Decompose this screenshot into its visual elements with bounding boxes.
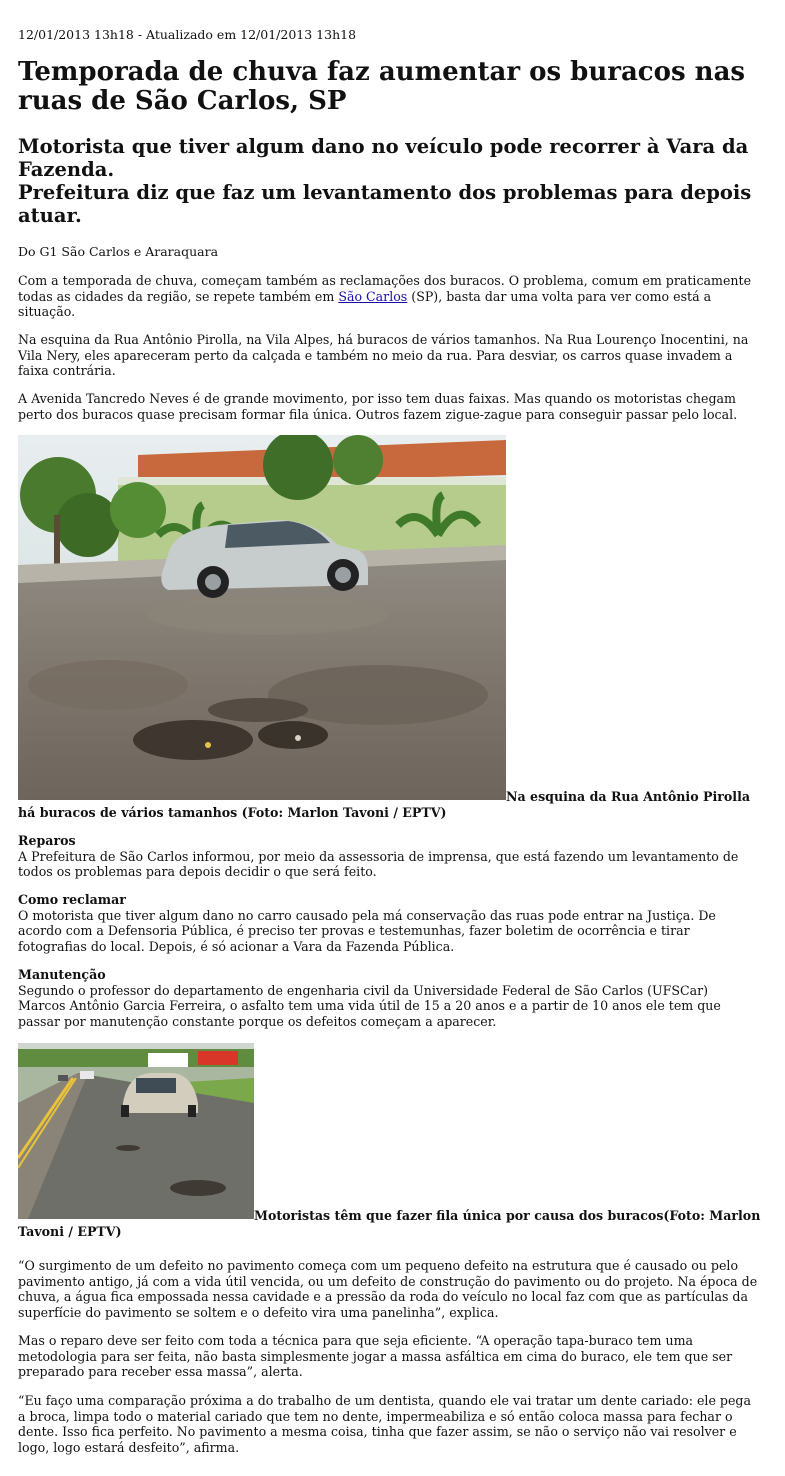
paragraph-1-text: Com a temporada de chuva, começam também as reclamações dos buracos. O problema, comum em praticamente todas as cidades da região, se repete também em xyxy=(18,273,752,304)
paragraph-2: Na esquina da Rua Antônio Pirolla, na Vila Alpes, há buracos de vários tamanhos. Na Rua Lourenço Inocentini, na Vila Nery, eles apareceram perto da calçada e também no meio da rua. Para desviar, os carros quase invadem a faixa contrária. xyxy=(18,332,749,379)
paragraph-3: A Avenida Tancredo Neves é de grande movimento, por isso tem duas faixas. Mas quando os motoristas chegam perto dos buracos quase precisam formar fila única. Outros fazem zigue-zague para conseguir passar pelo local. xyxy=(18,391,738,422)
reparos-heading: Reparos xyxy=(18,833,76,848)
paragraph-6: “Eu faço uma comparação próxima a do trabalho de um dentista, quando ele vai tratar um dente cariado: ele pega a broca, limpa todo o material cariado que tem no dente, impermeabiliza e só então coloca massa para fechar o dente. Isso fica perfeito. No pavimento a mesma coisa, tinha que fazer assim, se não o serviço não vai resolver e logo, logo estará desfeito”, afirma. xyxy=(18,1393,751,1456)
reclamar-text: O motorista que tiver algum dano no carro causado pela má conservação das ruas pode entrar na Justiça. De acordo com a Defensoria Pública, é preciso ter provas e testemunhas, fazer boletim de ocorrência e tirar fotografias do local. Depois, é só acionar a Vara da Fazenda Pública. xyxy=(18,907,716,955)
photo-2-caption xyxy=(18,1208,768,1239)
street-pothole-photo xyxy=(18,435,506,800)
sao-carlos-link[interactable]: São Carlos xyxy=(338,288,408,304)
subtitle-line-2: Prefeitura diz que faz um levantamento dos problemas para depois atuar. xyxy=(18,181,752,227)
dateline: 12/01/2013 13h18 - Atualizado em 12/01/2013 13h18 xyxy=(18,27,357,42)
paragraph-4: “O surgimento de um defeito no pavimento começa com um pequeno defeito na estrutura que é causado ou pelo pavimento antigo, já com a vida útil vencida, ou um defeito de construção do pavimento ou do projeto. Na época de chuva, a água fica empossada nessa cavidade e a pressão da roda do veículo no local faz com que as partículas da superfície do pavimento se soltem e o defeito vira uma panelinha”, explica. xyxy=(18,1258,758,1321)
subtitle-line-1: Motorista que tiver algum dano no veículo pode recorrer à Vara da Fazenda. xyxy=(18,135,749,181)
article-subtitle xyxy=(18,135,758,227)
manutencao-heading: Manutenção xyxy=(18,967,106,982)
section-como-reclamar xyxy=(18,892,758,955)
manutencao-text: Segundo o professor do departamento de engenharia civil da Universidade Federal de São Carlos (UFSCar) Marcos Antônio Garcia Ferreira, o asfalto tem uma vida útil de 15 a 20 anos e a partir de 10 anos ele tem que passar por manutenção constante porque os defeitos começam a aparecer. xyxy=(18,982,721,1030)
reclamar-heading: Como reclamar xyxy=(18,892,126,907)
avenue-pothole-photo-graphic xyxy=(18,1043,254,1219)
photo-1-caption-text: Na esquina da Rua Antônio Pirolla há buracos de vários tamanhos (Foto: Marlon Tavoni / EPTV) xyxy=(18,789,751,820)
photo-2-caption-text: Motoristas têm que fazer fila única por causa dos buracos(Foto: Marlon Tavoni / EPTV) xyxy=(18,1208,761,1239)
section-reparos xyxy=(18,833,758,880)
reparos-text: A Prefeitura de São Carlos informou, por meio da assessoria de imprensa, que está fazendo um levantamento de todos os problemas para depois decidir o que será feito. xyxy=(18,848,739,880)
paragraph-5: Mas o reparo deve ser feito com toda a técnica para que seja eficiente. “A operação tapa-buraco tem uma metodologia para ser feita, não basta simplesmente jogar a massa asfáltica em cima do buraco, ele tem que ser preparado para receber essa massa”, alerta. xyxy=(18,1333,733,1380)
section-manutencao xyxy=(18,967,758,1030)
photo-1-caption xyxy=(18,789,768,820)
avenue-pothole-photo xyxy=(18,1043,254,1219)
article-title: Temporada de chuva faz aumentar os buracos nas ruas de São Carlos, SP xyxy=(18,57,746,116)
street-pothole-photo-graphic xyxy=(18,435,506,800)
paragraph-1 xyxy=(18,273,758,320)
paragraph-1-text-end: (SP), basta dar uma volta para ver como está a situação. xyxy=(18,288,712,320)
byline: Do G1 São Carlos e Araraquara xyxy=(18,244,219,259)
